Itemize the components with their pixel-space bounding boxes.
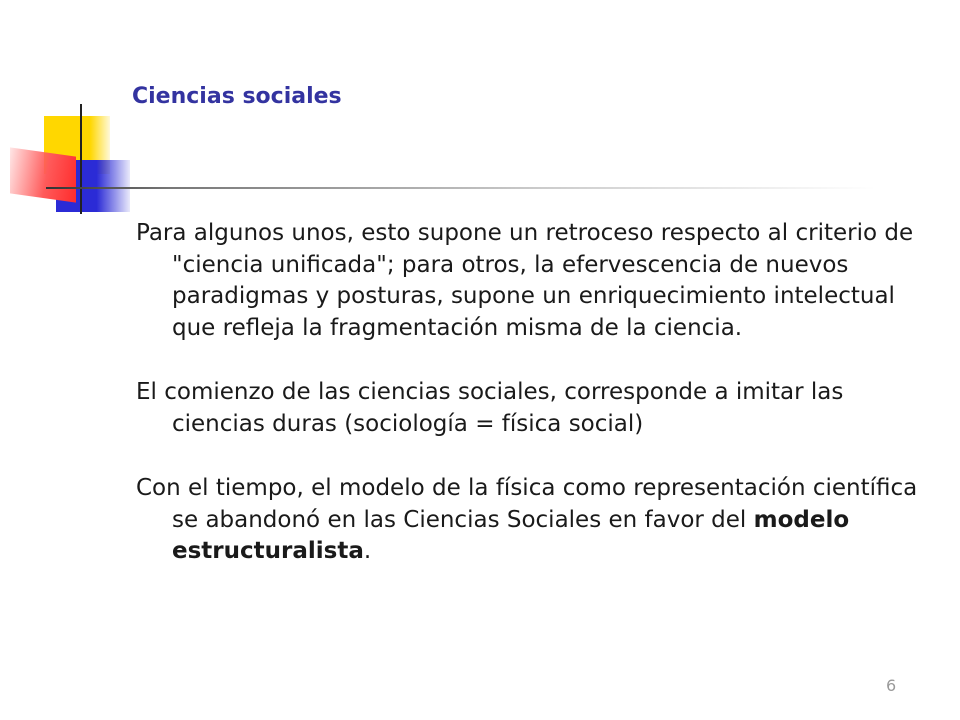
slide-body [136,218,926,601]
title-underline [46,187,876,189]
decorative-red-square [10,147,76,202]
paragraph-3-bold-term: modelo estructuralista [172,506,850,564]
page-number: 6 [886,676,897,695]
paragraph-3-start: Con el tiempo, el modelo de la física como representación científica se abandonó en las Ciencias Sociales en favor del [136,475,918,533]
paragraph-2: El comienzo de las ciencias sociales, corresponde a imitar las ciencias duras (sociología = física social) [136,379,844,437]
decorative-vertical-line [80,104,82,214]
paragraph-3-end: . [363,538,372,564]
paragraph-1: Para algunos unos, esto supone un retroceso respecto al criterio de "ciencia unificada"; para otros, la efervescencia de nuevos paradigmas y posturas, supone un enriquecimiento intelectual que refleja la fragmentación misma de la ciencia. [136,220,914,341]
paragraph-3 [136,473,926,568]
slide-title: Ciencias sociales [132,84,342,109]
